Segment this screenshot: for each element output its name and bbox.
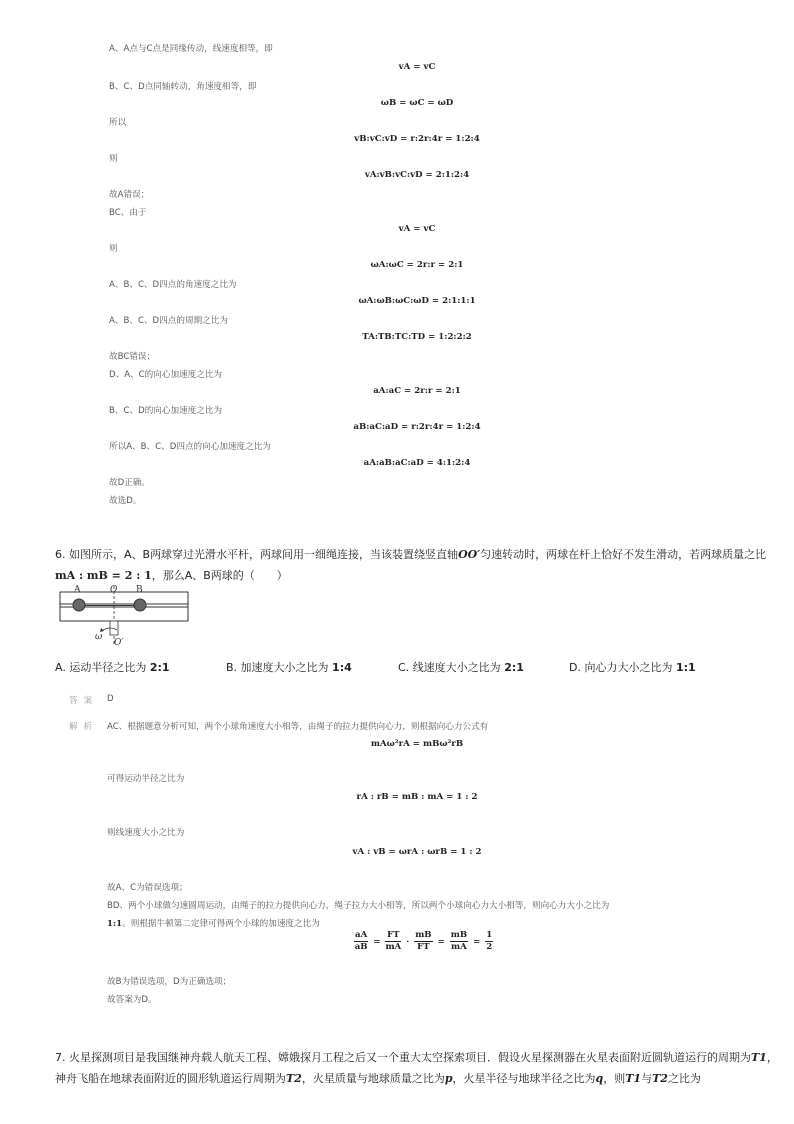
analysis-line: BD、两个小球做匀速圆周运动，由绳子的拉力提供向心力，绳子拉力大小相等，所以两个小球向心力大小相等，则向心力大小之比为 [107, 901, 610, 911]
solution-line: A、B、C、D四点的角速度之比为 [109, 280, 237, 290]
mass-ratio: mA : mB = 2 : 1 [55, 569, 152, 582]
answer-label: 答案 [69, 696, 99, 706]
option-letter: C. [398, 661, 410, 674]
question-text: 7. 火星探测项目是我国继神舟载人航天工程、嫦娥探月工程之后又一个重大太空探索项目．假设火星探测器在火星表面附近圆轨道运行的周期为 [55, 1051, 751, 1064]
fraction: $\frac{FT}{mA}$ [385, 930, 402, 952]
equation: aB:aC:aD = r:2r:4r = 1:2:4 [353, 422, 481, 432]
solution-line: A、B、C、D四点的周期之比为 [109, 316, 228, 326]
option-letter: A. [55, 661, 66, 674]
fraction: $\frac{mB}{FT}$ [415, 930, 432, 952]
analysis-line: 则线速度大小之比为 [107, 828, 185, 838]
analysis-label: 解析 [69, 722, 99, 732]
symbol-q: q [595, 1072, 604, 1085]
solution-line: 故BC错误； [109, 352, 156, 362]
option-value: 2:1 [504, 661, 524, 674]
solution-line: D、A、C的向心加速度之比为 [109, 370, 223, 380]
question-text: 与 [641, 1072, 653, 1085]
analysis-line [107, 917, 320, 929]
analysis-line: 可得运动半径之比为 [107, 774, 185, 784]
option-text: 线速度大小之比为 [412, 661, 501, 674]
option-d[interactable] [569, 659, 696, 675]
solution-line: B、C、D点同轴转动，角速度相等，即 [109, 82, 257, 92]
option-text: 向心力大小之比为 [584, 661, 673, 674]
option-a[interactable] [55, 659, 170, 675]
option-value: 1:4 [332, 661, 352, 674]
fraction: $\frac{aA}{aB}$ [354, 930, 368, 952]
figure-label-b: B [136, 585, 143, 595]
option-text: 加速度大小之比为 [240, 661, 329, 674]
equation: aA:aC = 2r:r = 2:1 [373, 386, 461, 396]
analysis-text: 。则根据牛顿第二定律可得两个小球的加速度之比为 [122, 919, 320, 929]
equation: mAω²rA = mBω²rB [370, 739, 464, 749]
equation: ωA:ωB:ωC:ωD = 2:1:1:1 [358, 296, 476, 306]
ratio-value: 1:1 [107, 919, 123, 929]
solution-line: 故A错误； [109, 190, 150, 200]
equation: vB:vC:vD = r:2r:4r = 1:2:4 [354, 134, 480, 144]
question-7-stem-line2 [55, 1070, 701, 1086]
solution-line: 则 [109, 244, 118, 254]
equation: ωA:ωC = 2r:r = 2:1 [370, 260, 464, 270]
question-7-stem: 7. 火星探测项目是我国继神舟载人航天工程、嫦娥探月工程之后又一个重大太空探索项目．假设火星探测器在火星表面附近圆轨道运行的周期为T1， [55, 1051, 778, 1064]
equation: ωB = ωC = ωD [380, 98, 454, 108]
equation: vA = vC [398, 62, 436, 72]
question-text: ，那么A、B两球的（ ） [151, 569, 288, 582]
equation: rA : rB = mB : mA = 1 : 2 [356, 792, 478, 802]
option-b[interactable] [226, 659, 352, 675]
analysis-line: 故答案为D。 [107, 995, 157, 1005]
analysis-line: 故B为错误选项，D为正确选项； [107, 977, 232, 987]
option-value: 1:1 [675, 661, 696, 674]
option-letter: D. [569, 661, 581, 674]
question-6-stem [55, 546, 766, 562]
symbol-p: p [444, 1072, 453, 1085]
equation: vA:vB:vC:vD = 2:1:2:4 [364, 170, 470, 180]
fraction: $\frac{1}{2}$ [486, 930, 493, 952]
solution-line: 则 [109, 154, 118, 164]
figure-label-omega: ω [95, 632, 103, 642]
option-letter: B. [226, 661, 238, 674]
answer-value: D [107, 694, 114, 704]
figure-label-o-prime: O′ [114, 638, 124, 648]
option-value: 2:1 [149, 661, 170, 674]
question-text: 之比为 [667, 1072, 701, 1085]
question-text: 匀速转动时，两球在杆上恰好不发生滑动，若两球质量之比 [480, 548, 767, 561]
question-6-stem-line2 [55, 567, 288, 583]
symbol-t1: T1 [625, 1072, 642, 1085]
fraction: $\frac{mB}{mA}$ [450, 930, 468, 952]
figure-label-a: A [74, 585, 81, 595]
symbol-t2: T2 [652, 1072, 668, 1085]
solution-line: 故D正确。 [109, 478, 150, 488]
equation: vA : vB = ωrA : ωrB = 1 : 2 [352, 847, 482, 857]
question-text: 神舟飞船在地球表面附近的圆形轨道运行周期为 [55, 1072, 286, 1085]
equation: TA:TB:TC:TD = 1:2:2:2 [362, 332, 472, 342]
question-text: ，则 [603, 1072, 626, 1085]
symbol-t1: T1 [751, 1051, 767, 1064]
axis-symbol: OO′ [458, 548, 481, 561]
analysis-line: AC、根据题意分析可知，两个小球角速度大小相等，由绳子的拉力提供向心力，则根据向心力公式有 [107, 722, 489, 732]
equation: aA:aB:aC:aD = 4:1:2:4 [363, 458, 471, 468]
solution-line: 所以A、B、C、D四点的向心加速度之比为 [109, 442, 271, 452]
question-text: 6. 如图所示，A、B两球穿过光滑水平杆，两球间用一细绳连接，当该装置绕竖直轴 [55, 548, 459, 561]
question-text: ，火星质量与地球质量之比为 [301, 1072, 445, 1085]
solution-line: 所以 [109, 118, 127, 128]
solution-line: B、C、D的向心加速度之比为 [109, 406, 223, 416]
solution-line: A、A点与C点是同缘传动，线速度相等，即 [109, 44, 273, 54]
option-text: 运动半径之比为 [69, 661, 147, 674]
option-c[interactable] [398, 659, 524, 675]
solution-line: 故选D。 [109, 496, 142, 506]
analysis-line: 故A、C为错误选项； [107, 883, 188, 893]
symbol-t2: T2 [286, 1072, 302, 1085]
question-text: ，火星半径与地球半径之比为 [452, 1072, 596, 1085]
figure-label-o: O [110, 585, 118, 595]
solution-line: BC、由于 [109, 208, 147, 218]
equation: vA = vC [398, 224, 436, 234]
acceleration-ratio-equation: $\frac{aA}{aB}$ = $\frac{FT}{mA}$ · $\frac{mB}{FT}$ = $\frac{mB}{mA}$ = $\frac{1}{2}$ [354, 930, 493, 952]
